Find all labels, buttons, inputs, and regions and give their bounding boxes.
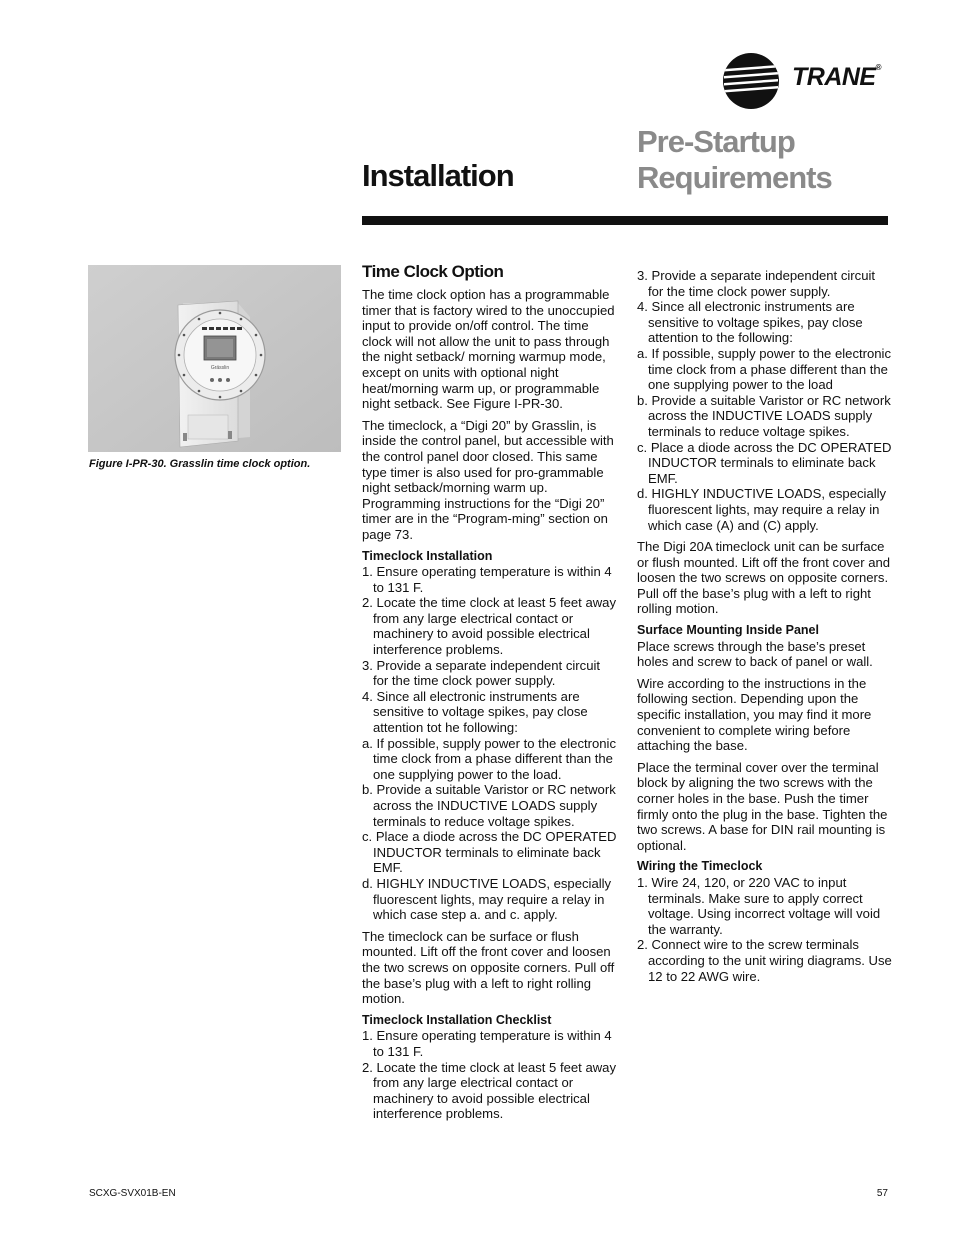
list-item: 1. Ensure operating temperature is within 4 to 131 F. xyxy=(362,1028,612,1059)
list-item: b. Provide a suitable Varistor or RC network across the INDUCTIVE LOADS supply terminals to reduce voltage spikes. xyxy=(637,392,891,439)
paragraph: The timeclock can be surface or flush mounted. Lift off the front cover and loosen the two screws on opposite corners. Pull off the base’s plug with a left to right rolling motion. xyxy=(362,928,615,1007)
subsection-title: Pre-Startup Requirements xyxy=(637,124,832,195)
list-item: c. Place a diode across the DC OPERATED INDUCTOR terminals to eliminate back EMF. xyxy=(637,439,892,486)
photo-brand-text: Grässlin xyxy=(210,365,230,371)
checklist-list xyxy=(362,1028,617,1122)
subheading: Timeclock Installation Checklist xyxy=(362,1012,552,1027)
trane-logo-mark xyxy=(722,52,780,110)
paragraph: The Digi 20A timeclock unit can be surface or flush mounted. Lift off the front cover and loosen the two screws on opposite corners. Pull off the base’s plug with a left to right rolling motion. xyxy=(637,539,891,617)
section-heading: Time Clock Option xyxy=(362,262,504,281)
paragraph: Place screws through the base’s preset holes and screw to back of panel or wall. xyxy=(637,638,873,670)
paragraph: Place the terminal cover over the terminal block by aligning the two screws with the corner holes in the base. Push the timer firmly onto the plug in the base. Tighten the two screws. A base for DIN rail mounting is optional. xyxy=(637,759,888,853)
list-item: b. Provide a suitable Varistor or RC network across the INDUCTIVE LOADS supply terminals to reduce voltage spikes. xyxy=(362,782,616,829)
title-rule xyxy=(362,216,888,225)
list-item: 2. Locate the time clock at least 5 feet away from any large electrical contact or machinery to avoid possible electrical interference problems. xyxy=(362,595,617,658)
section-title: Installation xyxy=(362,158,514,193)
list-item: a. If possible, supply power to the electronic time clock from a phase different than the one supplying power to the load xyxy=(637,345,892,393)
list-item: 2. Connect wire to the screw terminals according to the unit wiring diagrams. Use 12 to 22 AWG wire. xyxy=(637,937,892,984)
list-item: 3. Provide a separate independent circuit for the time clock power supply. xyxy=(362,657,601,689)
list-item: d. HIGHLY INDUCTIVE LOADS, especially fluorescent lights, may require a relay in which case (A) and (C) apply. xyxy=(637,486,887,533)
trane-logo-wordmark: TRANE® xyxy=(792,63,882,91)
list-item: 2. Locate the time clock at least 5 feet away from any large electrical contact or machinery to avoid possible electrical interference problems. xyxy=(362,1059,617,1122)
list-item: 1. Wire 24, 120, or 220 VAC to input terminals. Make sure to apply correct voltage. Using incorrect voltage will void the warranty. xyxy=(637,874,881,937)
list-item: a. If possible, supply power to the electronic time clock from a phase different than the one supplying power to the load. xyxy=(362,735,617,782)
continued-list xyxy=(637,268,892,533)
document-code: SCXG-SVX01B-EN xyxy=(89,1188,176,1199)
wiring-list xyxy=(637,875,892,984)
list-item: 3. Provide a separate independent circuit for the time clock power supply. xyxy=(637,268,876,299)
time-clock-photo xyxy=(88,265,341,452)
list-item: d. HIGHLY INDUCTIVE LOADS, especially fluorescent lights, may require a relay in which case step a. and c. apply. xyxy=(362,875,612,923)
subheading: Surface Mounting Inside Panel xyxy=(637,623,819,638)
page-number: 57 xyxy=(876,1188,888,1199)
list-item: 4. Since all electronic instruments are sensitive to voltage spikes, pay close attention tot he following: xyxy=(362,688,588,736)
paragraph: The timeclock, a “Digi 20” by Grasslin, is inside the control panel, but accessible with the control panel door closed. This same type timer is also used for pro-grammable night setback/morning warm up. Programming instructions for the “Digi 20” timer are in the “Program-ming” section on page 73. xyxy=(362,417,614,542)
installation-list xyxy=(362,564,617,923)
text-column-2 xyxy=(637,268,892,990)
paragraph: Wire according to the instructions in the following section. Depending upon the specific installation, you may find it more convenient to complete wiring before attaching the base. xyxy=(637,675,872,754)
list-item: 4. Since all electronic instruments are sensitive to voltage spikes, pay close attention to the following: xyxy=(637,299,863,346)
figure-caption: Figure I-PR-30. Grasslin time clock option. xyxy=(89,458,311,470)
subheading: Timeclock Installation xyxy=(362,548,493,563)
list-item: c. Place a diode across the DC OPERATED INDUCTOR terminals to eliminate back EMF. xyxy=(362,829,617,876)
paragraph: The time clock option has a programmable timer that is factory wired to the unoccupied input to provide on/off control. The time clock will not allow the unit to pass through the night setback/ morning warmup mode, except on units with optional night heat/morning warm up, or programmable night setback. See Figure I-PR-30. xyxy=(362,287,615,412)
list-item: 1. Ensure operating temperature is within 4 to 131 F. xyxy=(362,564,612,595)
subheading: Wiring the Timeclock xyxy=(637,859,763,874)
text-column-1 xyxy=(362,262,617,1128)
